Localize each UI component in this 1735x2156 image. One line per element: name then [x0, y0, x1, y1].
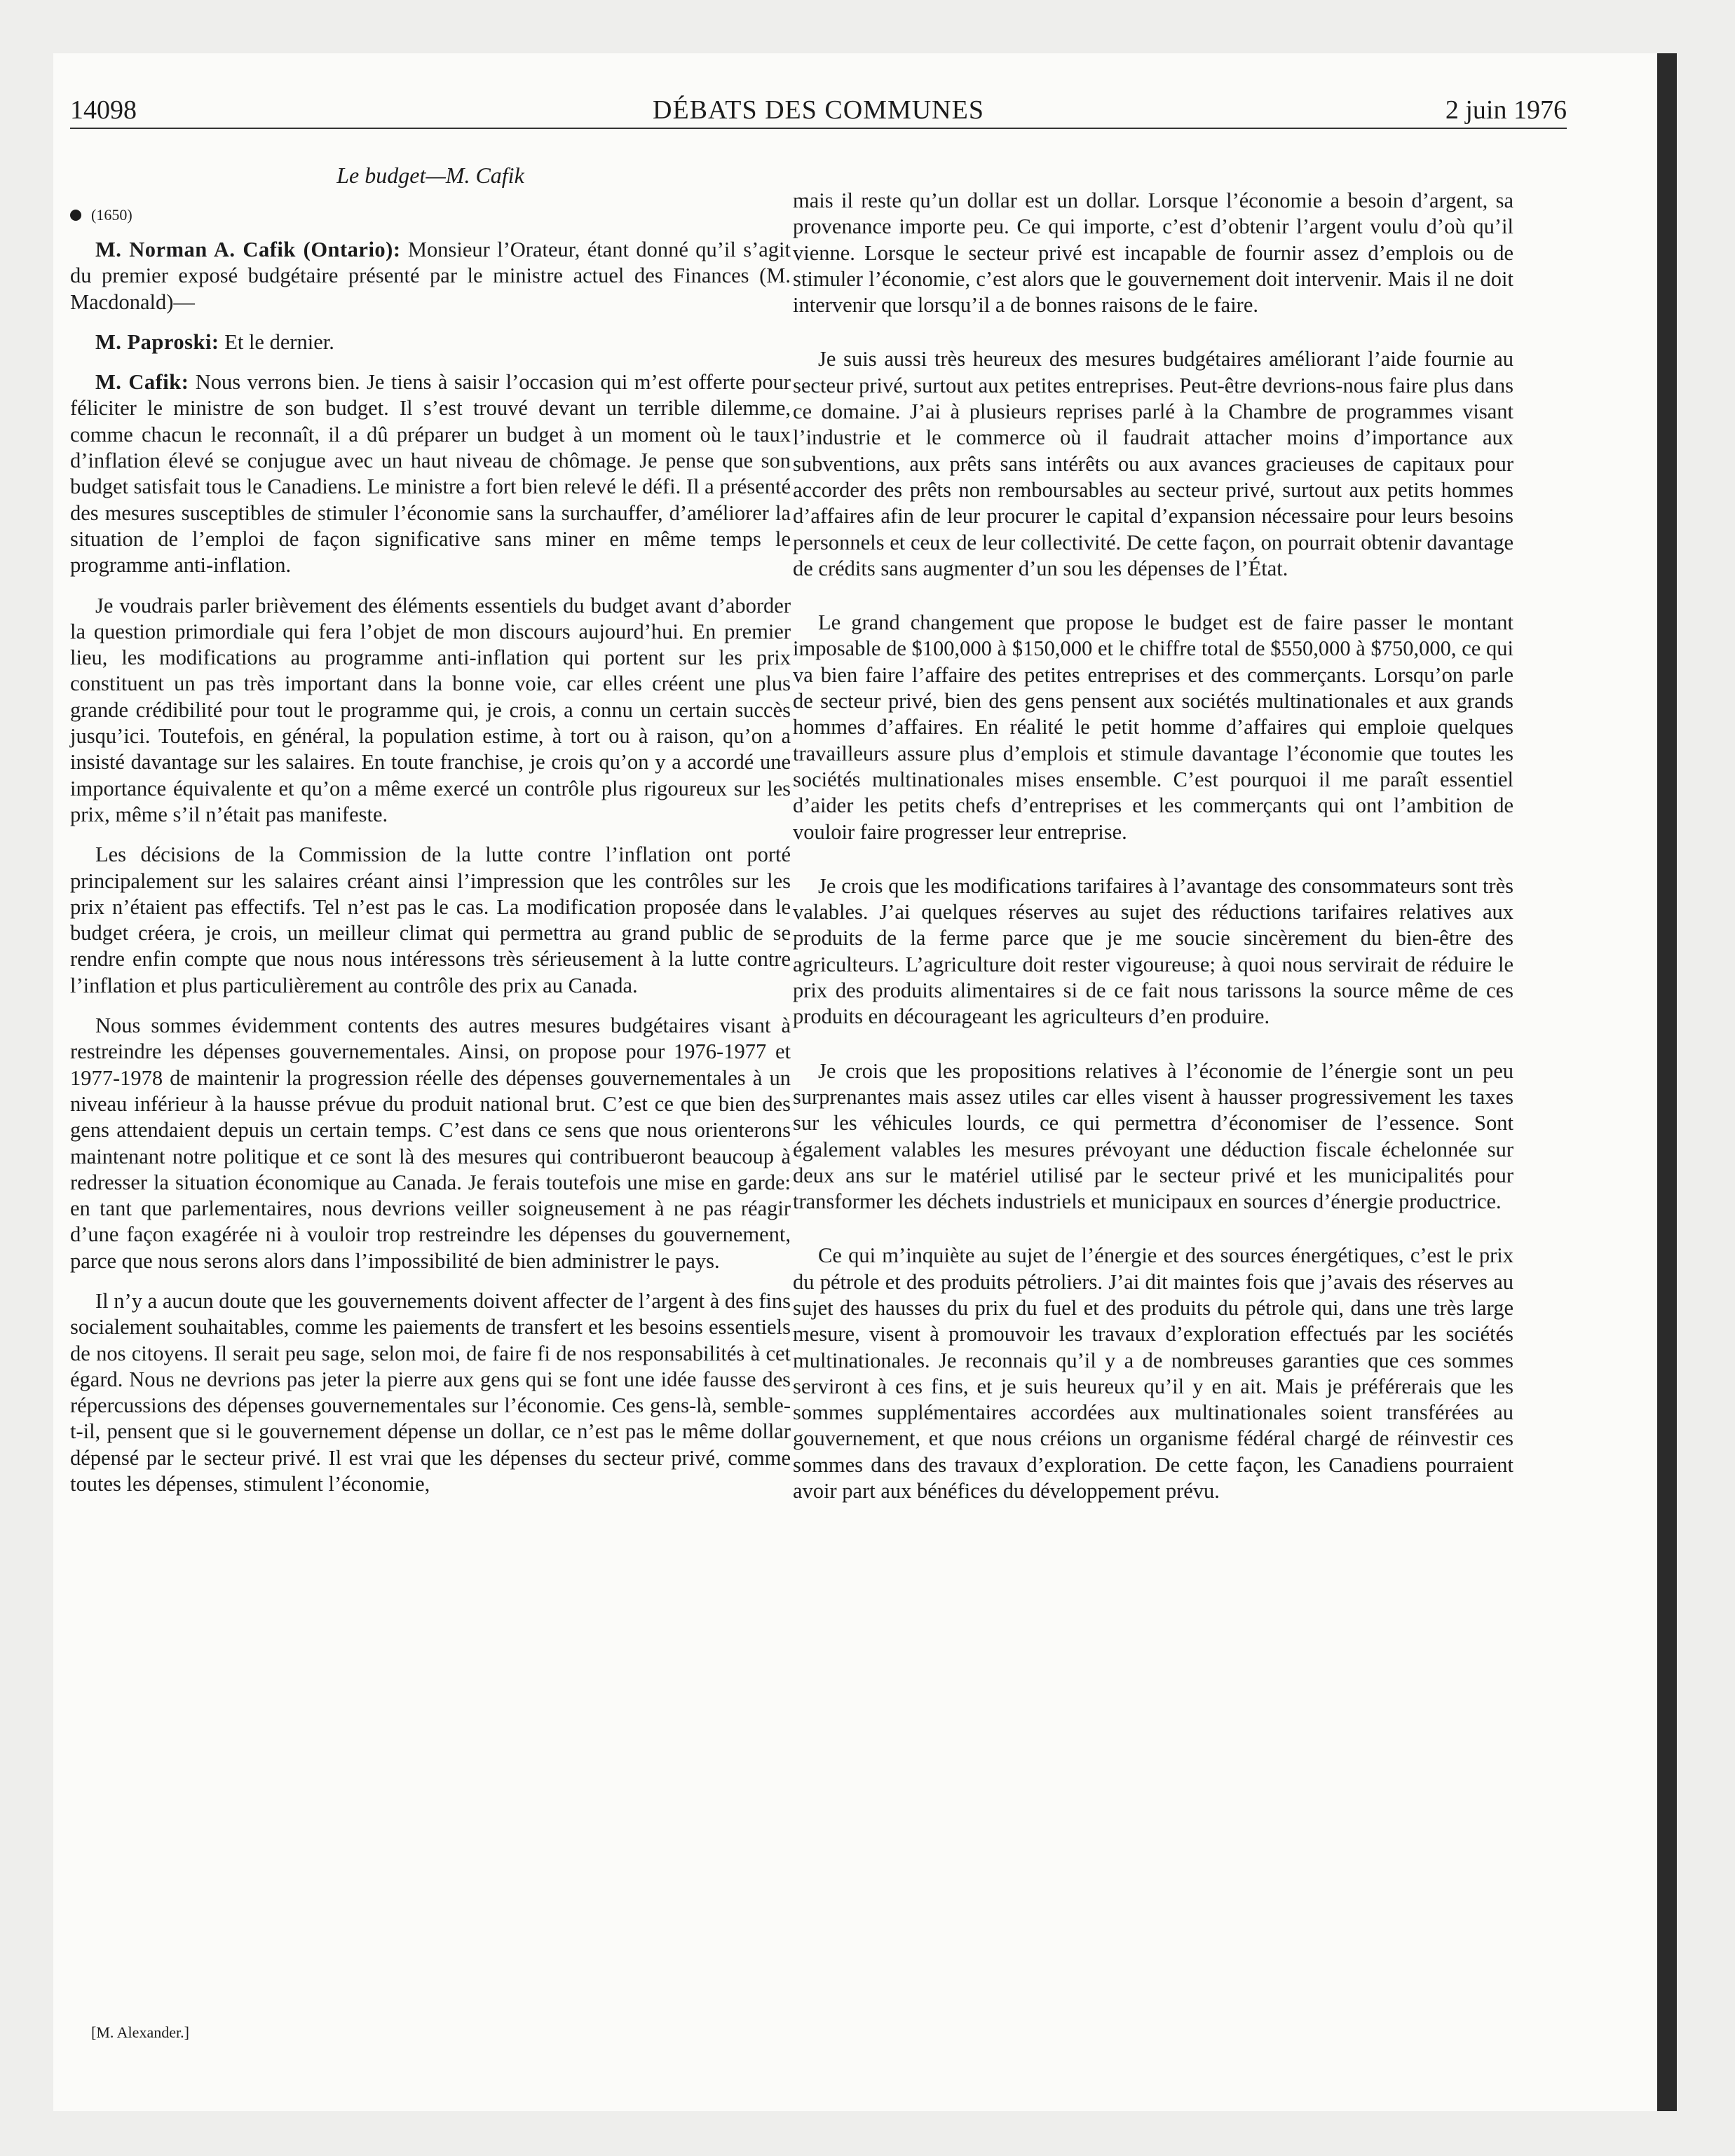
paragraph: [70, 1288, 791, 1497]
left-column: [70, 161, 791, 1511]
speaker-name: M. Cafik:: [95, 370, 189, 395]
paragraph: [70, 369, 791, 578]
paragraph: [70, 1013, 791, 1274]
paragraph: [70, 593, 791, 828]
paragraph-text: Nous verrons bien. Je tiens à saisir l’occasion qui m’est offerte pour féliciter le ministre de son budget. Il s’est trouvé devant un terrible dilemme, comme chacun le reconnaît, il a dû préparer un budget à un moment où le taux d’inflation élevé se conjugue avec un haut niveau de chômage. Je pense que son budget satisfait tous le Canadiens. Le ministre a fort bien relevé le défi. Il a présenté des mesures susceptibles de stimuler l’économie sans la surchauffer, d’améliorer la situation de l’emploi de façon significative sans miner en même temps le programme anti-inflation.: [70, 370, 791, 578]
paragraph: Ce qui m’inquiète au sujet de l’énergie et des sources énergétiques, c’est le prix du pétrole et des produits pétroliers. J’ai dit maintes fois que j’avais des réserves au sujet des hausses du prix du fuel et des produits du pétrole qui, dans une très large mesure, visent à promouvoir les travaux d’exploration effectués par les sociétés multinationales. Je reconnais qu’il y a de nombreuses garanties que ces sommes serviront à ces fins, et je suis heureux qu’il y en ait. Mais je préférerais que les sommes supplémentaires accordées aux multinationales soient transférées au gouvernement, et que nous créions un organisme fédéral chargé de réinvestir ces sommes dans des travaux d’exploration. De cette façon, les Canadiens pourraient avoir part aux bénéfices du développement prévu.: [793, 1243, 1513, 1503]
paragraph: [70, 329, 791, 355]
paragraph: Je suis aussi très heureux des mesures budgétaires améliorant l’aide fournie au secteur privé, surtout aux petites entreprises. Peut-être devrions-nous faire plus dans ce domaine. J’ai à plusieurs reprises parlé à la Chambre de programmes visant l’industrie et le commerce où il faudrait attacher moins d’importance aux subventions, aux prêts sans intérêts ou aux avances gracieuses de capitaux pour accorder des prêts non remboursables au secteur privé, surtout aux petits hommes d’affaires afin de leur procurer le capital d’expansion nécessaire pour leurs besoins personnels et ceux de leur collectivité. De cette façon, on pourrait obtenir davantage de crédits sans augmenter d’un sou les dépenses de l’État.: [793, 347, 1513, 580]
speaker-name: M. Norman A. Cafik (Ontario):: [95, 238, 401, 261]
paragraph-text: Monsieur l’Orateur, étant donné qu’il s’agit du premier exposé budgétaire présenté par le ministre actuel des Finances (M. Macdonald)—: [70, 238, 791, 314]
right-column: [793, 188, 1513, 1532]
time-mark-label: (1650): [91, 206, 132, 224]
footer-speaker-note: [M. Alexander.]: [91, 2024, 189, 2041]
paragraph: mais il reste qu’un dollar est un dollar. Lorsque l’économie a besoin d’argent, sa provenance importe peu. Ce qui importe, c’est d’obtenir l’argent voulu d’où qu’il vienne. Lorsque le secteur privé est incapable de fournir assez d’emplois ou de stimuler l’économie, c’est alors que le gouvernement doit intervenir. Mais il ne doit intervenir que lorsqu’il a de bonnes raisons de le faire.: [793, 189, 1513, 318]
page-header: [70, 93, 1567, 129]
publication-title: DÉBATS DES COMMUNES: [653, 95, 984, 125]
paragraph-text: Les décisions de la Commission de la lutte contre l’inflation ont porté principalement sur les salaires créant ainsi l’impression que les contrôles sur les prix n’étaient pas effectifs. Tel n’est pas le cas. La modification proposée dans le budget créera, je crois, un meilleur climat qui permettra au grand public de se rendre enfin compte que nous nous intéressons très sérieusement à la lutte contre l’inflation et plus particulièrement au contrôle des prix au Canada.: [70, 842, 791, 997]
section-title: Le budget—M. Cafik: [336, 163, 524, 188]
paragraph-text: Je voudrais parler brièvement des éléments essentiels du budget avant d’aborder la question primordiale qui fera l’objet de mon discours aujourd’hui. En premier lieu, les modifications au programme anti-inflation qui portent sur les prix constituent un pas très important dans la bonne voie, car elles créent une plus grande crédibilité pour tout le programme qui, je crois, a connu un certain succès jusqu’ici. Toutefois, en général, la population estime, à tort ou à raison, qu’on a insisté davantage sur les salaires. En toute franchise, je crois qu’on y a accordé une importance équivalente et qu’on a même exercé un contrôle plus rigoureux sur les prix, même s’il n’était pas manifeste.: [70, 593, 791, 826]
paragraph-text: Il n’y a aucun doute que les gouvernements doivent affecter de l’argent à des fins socialement souhaitables, comme les paiements de transfert et les besoins essentiels de nos citoyens. Il serait peu sage, selon moi, de faire fi de nos responsabilités à cet égard. Nous ne devrions pas jeter la pierre aux gens qui se font une idée fausse des répercussions des dépenses gouvernementales sur l’économie. Ces gens-là, semble-t-il, pensent que si le gouvernement dépense un dollar, ce n’est pas le même dollar dépensé par le secteur privé. Il est vrai que les dépenses du secteur privé, comme toutes les dépenses, stimulent l’économie,: [70, 1288, 791, 1496]
paragraph: [70, 237, 791, 315]
time-mark: [70, 205, 791, 226]
page-number: 14098: [70, 95, 137, 125]
paragraph: Le grand changement que propose le budget est de faire passer le montant imposable de $100,000 à $150,000 et le chiffre total de $550,000 à $750,000, ce qui va bien faire l’affaire des petites entreprises et des commerçants. Lorsqu’on parle de secteur privé, bien des gens pensent aux sociétés multinationales et aux grands hommes d’affaires. En réalité le petit homme d’affaires qui emploie quelques travailleurs assure plus d’emplois et stimule davantage l’économie que toutes les sociétés multinationales mises ensemble. C’est pourquoi il me paraît essentiel d’aider les petits chefs d’entreprises et les commerçants qui ont l’ambition de vouloir faire progresser leur entreprise.: [793, 610, 1513, 844]
paragraph: [70, 842, 791, 999]
paragraph: Je crois que les modifications tarifaires à l’avantage des consommateurs sont très valables. J’ai quelques réserves au sujet des réductions tarifaires relatives aux produits de la ferme parce que je me soucie sincèrement du bien-être des agriculteurs. L’agriculture doit rester vigoureuse; à quoi nous servirait de réduire le prix des produits alimentaires si de ce fait nous tarissons la source même de ces produits en décourageant les agriculteurs d’en produire.: [793, 873, 1513, 1029]
paragraph-text: Et le dernier.: [219, 329, 334, 354]
publication-date: 2 juin 1976: [1445, 95, 1567, 125]
paragraph: Je crois que les propositions relatives à l’économie de l’énergie sont un peu surprenantes mais assez utiles car elles visent à hausser progressivement les taxes sur les véhicules lourds, ce qui permettra d’économiser de l’essence. Sont également valables les mesures prévoyant une déduction fiscale échelonnée sur deux ans sur le matériel utilisé par le secteur privé et les municipalités pour transformer les déchets industriels et municipaux en sources d’énergie productrice.: [793, 1058, 1513, 1214]
paragraph-text: Nous sommes évidemment contents des autres mesures budgétaires visant à restreindre les dépenses gouvernementales. Ainsi, on propose pour 1976-1977 et 1977-1978 de maintenir la progression réelle des dépenses gouvernementales à un niveau inférieur à la hausse prévue du produit national brut. C’est ce que bien des gens attendaient depuis un certain temps. C’est dans ce sens que nous orienterons maintenant notre politique et ce sont là des mesures qui contribueront beaucoup à redresser la situation économique au Canada. Je ferais toutefois une mise en garde: en tant que parlementaires, nous devrions veiller soigneusement à ne pas réagir d’une façon exagérée ni à vouloir trop restreindre les dépenses du gouvernement, parce que nous serons alors dans l’impossibilité de bien administrer le pays.: [70, 1014, 791, 1273]
speaker-name: M. Paproski:: [95, 329, 219, 354]
scan-edge-bar: [1657, 53, 1677, 2111]
bullet-icon: [70, 210, 81, 221]
